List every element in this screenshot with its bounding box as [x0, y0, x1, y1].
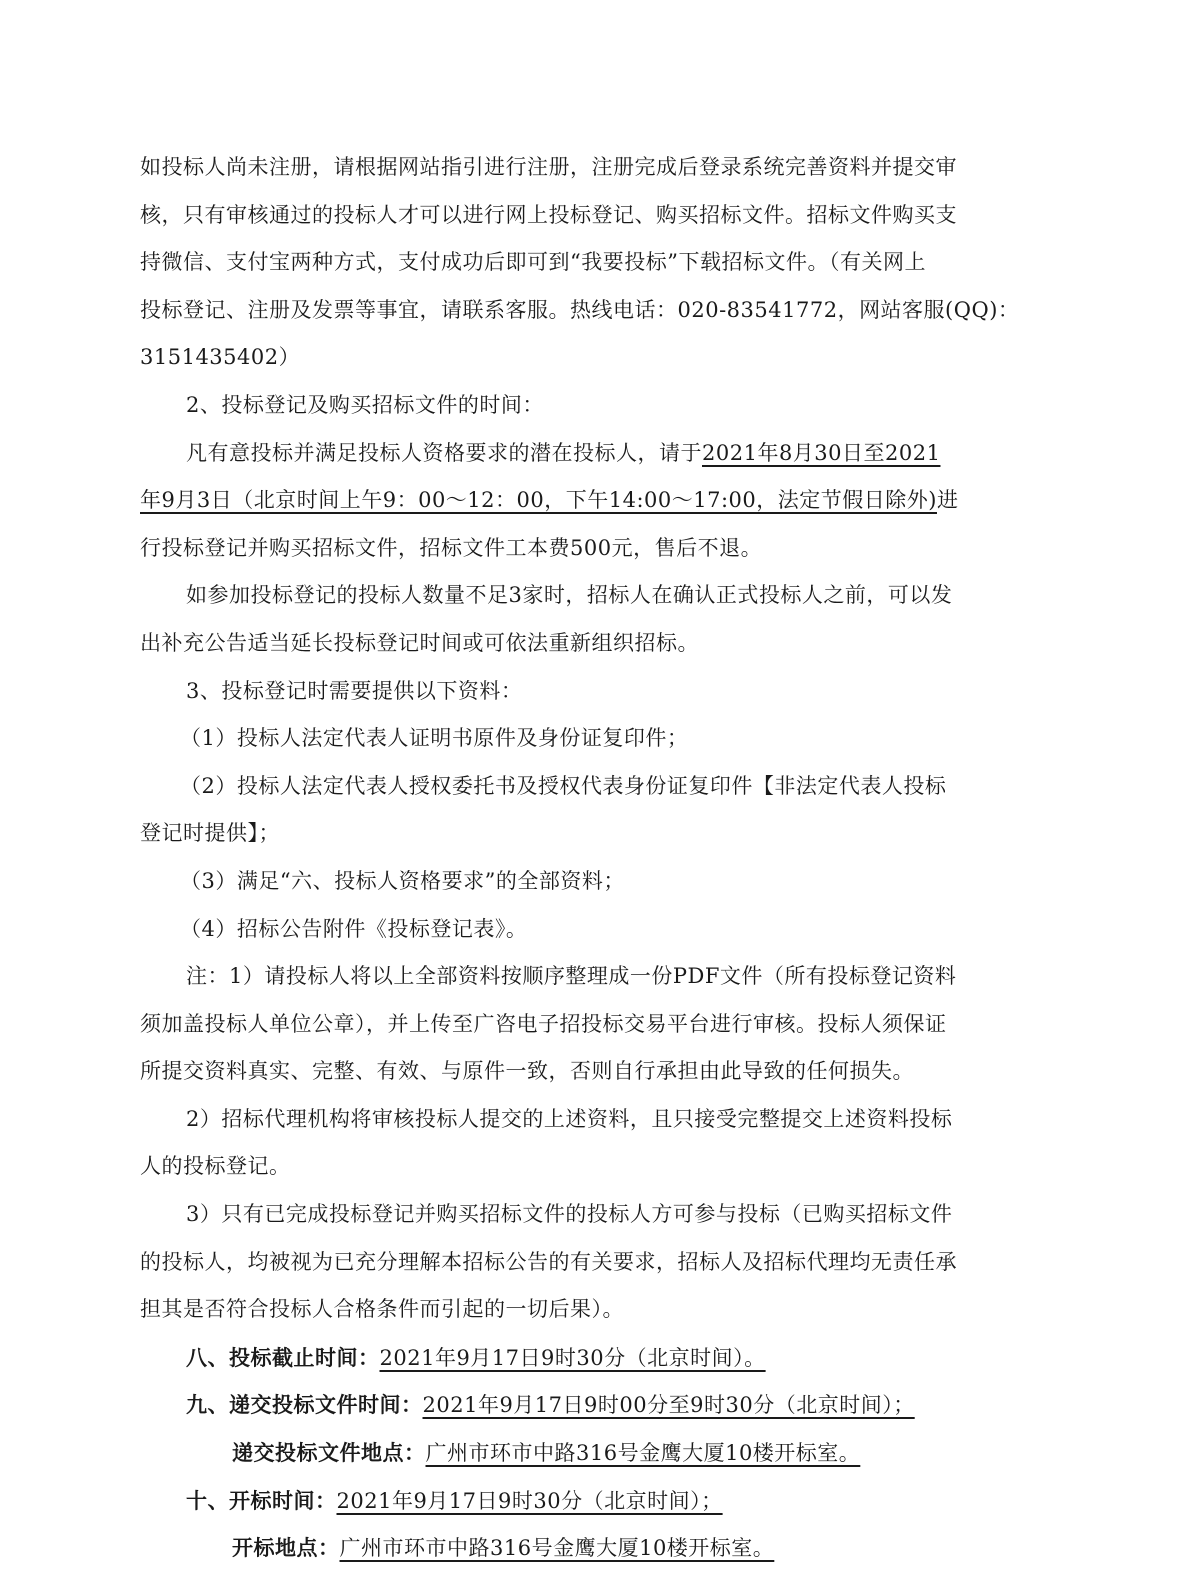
section-value: 广州市环市中路316号金鹰大厦10楼开标室。: [425, 1441, 861, 1466]
note-line: 所提交资料真实、完整、有效、与原件一致，否则自行承担由此导致的任何损失。: [140, 1059, 914, 1084]
section-heading: 2、投标登记及购买招标文件的时间：: [186, 392, 544, 417]
section-label: 开标地点：: [232, 1535, 340, 1561]
text-line: 3151435402）: [140, 345, 301, 370]
note-line: 的投标人，均被视为已充分理解本招标公告的有关要求，招标人及招标代理均无责任承: [140, 1249, 957, 1274]
date-range-text: 2021年8月30日至2021: [702, 440, 941, 465]
text-line: [140, 477, 1040, 525]
text-span: 进: [936, 488, 959, 513]
text-line: 如投标人尚未注册，请根据网站指引进行注册，注册完成后登录系统完善资料并提交审: [140, 155, 957, 179]
text-line: 核，只有审核通过的投标人才可以进行网上投标登记、购买招标文件。招标文件购买支: [140, 202, 957, 227]
section-label: 八、投标截止时间：: [186, 1344, 380, 1370]
section-label: 十、开标时间：: [186, 1487, 337, 1513]
text-span: 凡有意投标并满足投标人资格要求的潜在投标人，请于: [186, 440, 702, 465]
opening-time-line: [140, 1477, 1040, 1525]
deadline-line: [140, 1334, 1040, 1382]
document-page: [140, 144, 1040, 1572]
section-heading: 3、投标登记时需要提供以下资料：: [186, 678, 523, 703]
note-line: 注：1）请投标人将以上全部资料按顺序整理成一份PDF文件（所有投标登记资料: [186, 964, 957, 989]
list-item: （1）投标人法定代表人证明书原件及身份证复印件；: [180, 726, 689, 751]
text-line: 持微信、支付宝两种方式，支付成功后即可到“我要投标”下载招标文件。（有关网上: [140, 250, 926, 275]
note-line: 须加盖投标人单位公章），并上传至广咨电子招投标交易平台进行审核。投标人须保证: [140, 1011, 947, 1036]
text-line: [140, 430, 1040, 478]
section-value: 2021年9月17日9时30分（北京时间）；: [336, 1488, 723, 1513]
note-line: 人的投标登记。: [140, 1154, 291, 1179]
note-line: 3）只有已完成投标登记并购买招标文件的投标人方可参与投标（已购买招标文件: [186, 1202, 953, 1227]
section-value: 2021年9月17日9时00分至9时30分（北京时间）；: [422, 1393, 915, 1418]
text-line: 出补充公告适当延长投标登记时间或可依法重新组织招标。: [140, 630, 699, 655]
section-label: 递交投标文件地点：: [232, 1440, 426, 1466]
list-item: （2）投标人法定代表人授权委托书及授权代表身份证复印件【非法定代表人投标: [180, 773, 947, 798]
text-line: 登记时提供】；: [140, 821, 280, 846]
submission-location-line: [140, 1429, 1040, 1477]
section-label: 九、递交投标文件时间：: [186, 1392, 423, 1418]
text-line: 行投标登记并购买招标文件，招标文件工本费500元，售后不退。: [140, 535, 763, 560]
submission-time-line: [140, 1381, 1040, 1429]
section-value: 2021年9月17日9时30分（北京时间）。: [379, 1345, 766, 1370]
section-value: 广州市环市中路316号金鹰大厦10楼开标室。: [339, 1536, 775, 1561]
text-line: 投标登记、注册及发票等事宜，请联系客服。热线电话：020-83541772，网站客服(QQ)：: [140, 297, 1020, 322]
text-line: 如参加投标登记的投标人数量不足3家时，招标人在确认正式投标人之前，可以发: [186, 583, 953, 608]
list-item: （3）满足“六、投标人资格要求”的全部资料；: [180, 868, 625, 893]
note-line: 2）招标代理机构将审核投标人提交的上述资料，且只接受完整提交上述资料投标: [186, 1106, 953, 1131]
note-line: 担其是否符合投标人合格条件而引起的一切后果）。: [140, 1297, 624, 1322]
opening-location-line: [140, 1524, 1040, 1572]
list-item: （4）招标公告附件《投标登记表》。: [180, 916, 528, 941]
date-range-text: 年9月3日（北京时间上午9：00～12：00，下午14:00～17:00，法定节假日除外): [140, 488, 937, 513]
